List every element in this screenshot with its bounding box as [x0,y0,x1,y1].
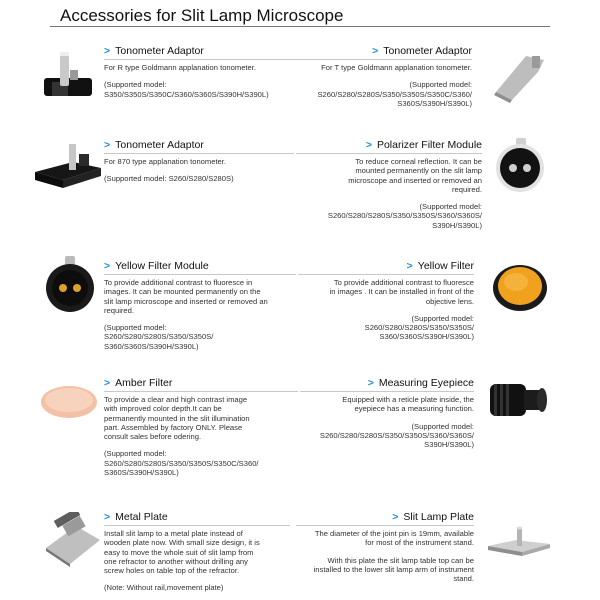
accessory-name: Slit Lamp Plate [403,511,474,523]
accessory-name: Tonometer Adaptor [115,45,204,57]
arrow-icon: > [104,511,111,523]
accessory-description: For 870 type applanation tonometer. [104,157,227,166]
supported-models: With this plate the slit lamp table top can be installed to the lower slit lamp arm of instrument stand. [313,555,474,584]
supported-models: (Supported model: S260/S280/S280S/S350/S350S/S350C/S360/ S360S/S390H/S390L) [317,80,472,108]
supported-models: (Supported model: S260/S280/S280S/S350/S350S/S360/S360S/ S390H/S390L) [319,421,474,450]
accessory-item [298,260,474,342]
accessory-heading [298,260,474,272]
supported-models: (Note: Without rail,movement plate) [104,583,224,593]
accessory-description: The diameter of the joint pin is 19mm, available for most of the instrument stand. [314,529,474,548]
supported-models: (Supported model: S260/S280/S280S) [104,174,234,184]
arrow-icon: > [104,139,111,151]
accessory-name: Amber Filter [115,377,173,389]
supported-models: (Supported model: S350/S350S/S350C/S360/S360S/S390H/S390L) [104,80,269,99]
yellow-filter-module-icon [40,256,100,316]
accessory-item [296,511,474,583]
page-title: Accessories for Slit Lamp Microscope [60,6,344,25]
accessory-item [104,45,300,99]
metal-plate-icon [42,512,102,568]
accessory-name: Tonometer Adaptor [383,45,472,57]
arrow-icon: > [372,45,379,57]
accessory-item [298,45,472,108]
arrow-icon: > [365,139,372,151]
arrow-icon: > [104,45,111,57]
slit-lamp-plate-icon [486,524,552,560]
arrow-icon: > [104,377,111,389]
heading-rule [104,59,300,60]
accessory-heading [104,377,298,389]
accessory-heading [298,45,472,57]
tonometer-adaptor-t-icon [488,46,548,106]
yellow-filter-icon [490,258,552,314]
accessory-description: Equipped with a reticle plate inside, the eyepiece has a measuring function. [342,395,474,414]
accessory-description: To provide additional contrast to fluoresce in images . It can be installed in front of the objective lens. [329,278,474,306]
arrow-icon: > [392,511,399,523]
measuring-eyepiece-icon [486,374,550,426]
amber-filter-icon [38,382,100,422]
arrow-icon: > [104,260,111,272]
arrow-icon: > [406,260,413,272]
supported-models: (Supported model: S260/S280/S280S/S350/S350S/ S360/S360S/S390H/S390L) [104,323,214,351]
accessory-item [104,260,296,351]
accessory-name: Polarizer Filter Module [376,139,482,151]
accessory-item [300,377,474,449]
accessory-description: For T type Goldmann applanation tonometer. [321,63,472,72]
supported-models: (Supported model: S260/S280/S280S/S350/S350S/S360/S360S/ S390H/S390L) [327,202,482,230]
accessory-heading [300,377,474,389]
supported-models: (Supported model: S260/S280/S280S/S350/S350S/S350C/S360/ S360S/S390H/S390L) [104,449,259,478]
supported-models: (Supported model: S260/S280/S280S/S350/S350S/ S360/S360S/S390H/S390L) [364,313,474,342]
accessory-description: To provide a clear and high contrast image with improved color depth.It can be permanently mounted in the slit illumination part. Assembled by factory ONLY. Please consult sales before odering. [104,395,250,442]
heading-rule [104,274,296,275]
heading-rule [300,391,474,392]
heading-rule [296,525,474,526]
accessory-description: To reduce corneal reflection. It can be mounted permanently on the slit lamp microscope and inserted or removed an required. [348,157,482,194]
accessory-heading [104,260,296,272]
accessory-description: Install slit lamp to a metal plate instead of wooden plate now. With small size design, it is easy to move the whole suit of slit lamp from one refractor to another without drilling any screw holes on table top of the refractor. [104,529,260,576]
heading-rule [104,153,294,154]
polarizer-filter-icon [492,136,552,196]
accessory-name: Yellow Filter Module [115,260,209,272]
accessory-heading [296,511,474,523]
accessory-item [104,511,290,593]
accessory-name: Yellow Filter [417,260,474,272]
heading-rule [296,153,482,154]
accessory-heading [104,139,294,151]
accessory-name: Metal Plate [115,511,168,523]
accessory-description: For R type Goldmann applanation tonometer. [104,63,256,72]
title-divider [50,26,550,27]
heading-rule [104,525,290,526]
accessory-description: To provide additional contrast to fluoresce in images. It can be mounted permanently on the slit lamp microscope and inserted or removed an required. [104,278,268,315]
accessory-name: Tonometer Adaptor [115,139,204,151]
accessory-item [296,139,482,230]
tonometer-adaptor-870-icon [33,140,103,192]
accessory-item [104,377,298,477]
accessory-name: Measuring Eyepiece [378,377,474,389]
heading-rule [104,391,298,392]
accessory-item [104,139,294,184]
accessory-heading [104,45,300,57]
accessory-heading [296,139,482,151]
arrow-icon: > [367,377,374,389]
tonometer-adaptor-r-icon [34,44,100,104]
heading-rule [298,59,472,60]
heading-rule [298,274,474,275]
accessory-heading [104,511,290,523]
